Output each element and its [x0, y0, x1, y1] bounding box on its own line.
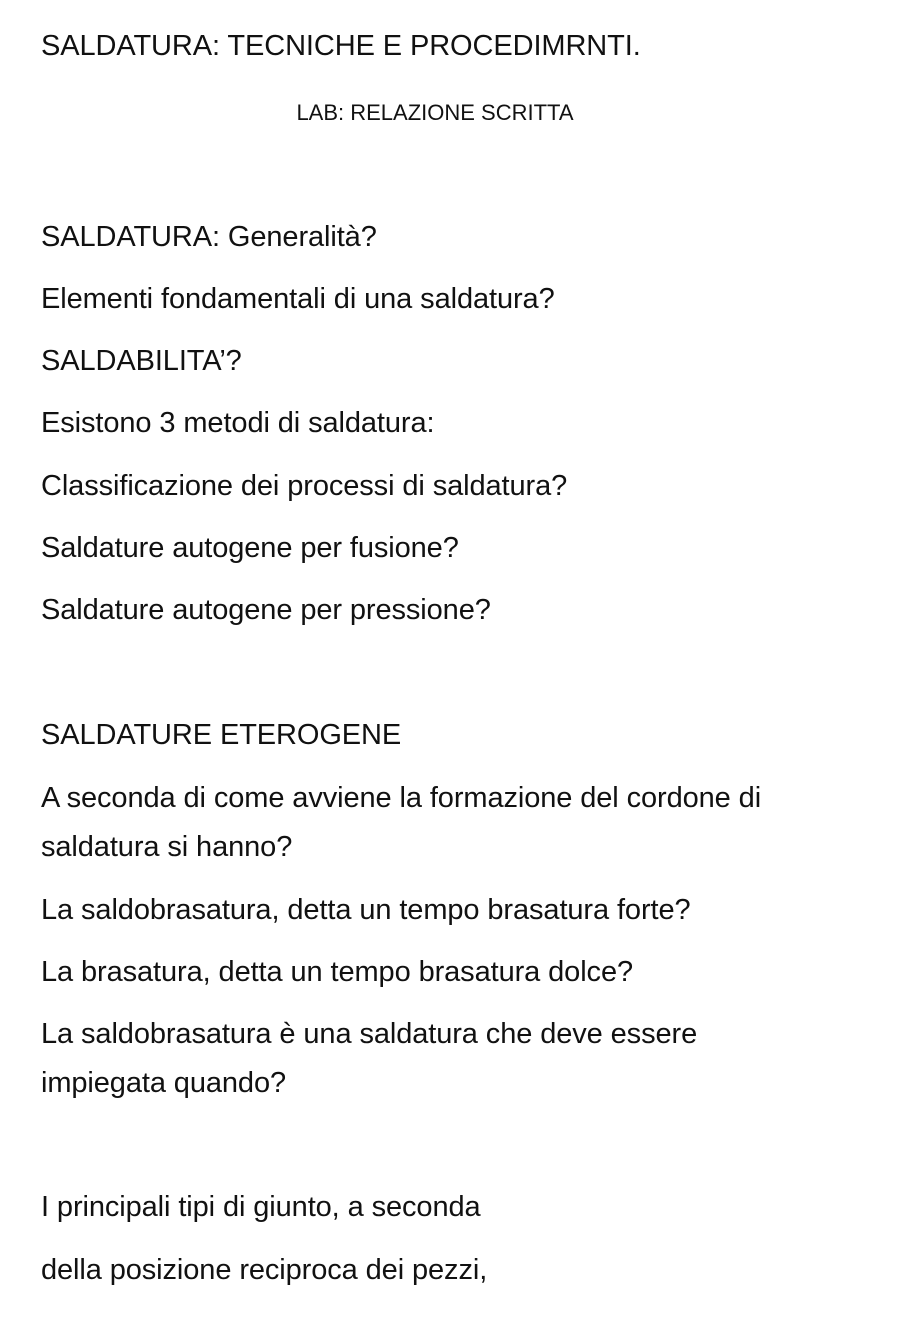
text-line: La saldobrasatura è una saldatura che deve essere — [41, 1018, 698, 1050]
text-line: SALDATURA: Generalità? — [41, 221, 377, 253]
text-line: saldatura si hanno? — [41, 831, 293, 863]
text-line: Esistono 3 metodi di saldatura: — [41, 407, 435, 439]
text-line: SALDABILITA’? — [41, 345, 242, 377]
text-line: Elementi fondamentali di una saldatura? — [41, 283, 555, 315]
text-line: A seconda di come avviene la formazione del cordone di — [41, 782, 762, 814]
text-line: Saldature autogene per pressione? — [41, 594, 491, 626]
document-subtitle: LAB: RELAZIONE SCRITTA — [296, 100, 574, 125]
text-line: La saldobrasatura, detta un tempo brasatura forte? — [41, 894, 691, 926]
section-heading: SALDATURE ETEROGENE — [41, 719, 402, 751]
text-line: della posizione reciproca dei pezzi, — [41, 1254, 488, 1286]
text-line: La brasatura, detta un tempo brasatura dolce? — [41, 956, 633, 988]
text-line: Saldature autogene per fusione? — [41, 532, 459, 564]
text-line: I principali tipi di giunto, a seconda — [41, 1191, 481, 1223]
document-title: SALDATURA: TECNICHE E PROCEDIMRNTI. — [41, 30, 641, 62]
text-line: Classificazione dei processi di saldatura? — [41, 470, 568, 502]
text-line: impiegata quando? — [41, 1067, 286, 1099]
